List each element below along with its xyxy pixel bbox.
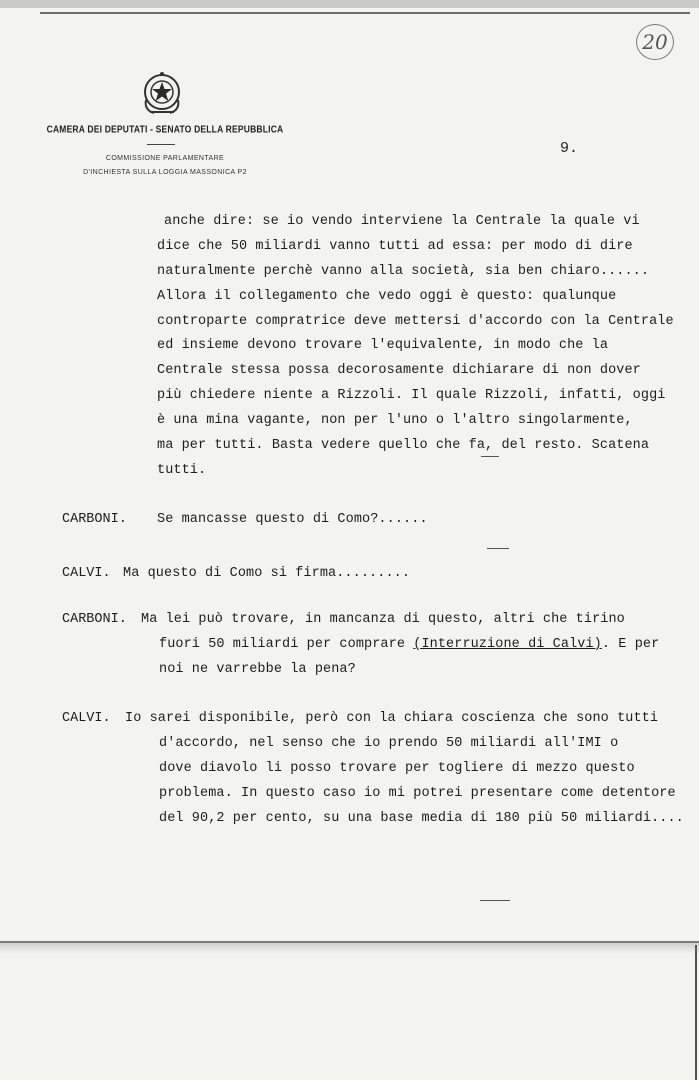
- scan-top-edge: [0, 0, 699, 8]
- speech-text: fuori 50 miliardi per comprare: [159, 637, 414, 652]
- paragraph-line: controparte compratrice deve mettersi d'accordo con la Centrale: [157, 314, 674, 329]
- paragraph-line: più chiedere niente a Rizzoli. Il quale Rizzoli, infatti, oggi: [157, 388, 666, 403]
- handwritten-page-circle: [636, 24, 674, 60]
- speech-text: . E per: [601, 637, 660, 652]
- speech-line: dove diavolo li posso trovare per togliere di mezzo questo: [159, 761, 635, 776]
- handwritten-page-number: 20: [642, 30, 668, 54]
- speaker-calvi: CALVI.: [62, 566, 111, 581]
- speech-line: del 90,2 per cento, su una base media di 180 più 50 miliardi....: [159, 811, 684, 826]
- commission-header: [40, 152, 290, 180]
- speech-line: Ma lei può trovare, in mancanza di questo, altri che tirino: [141, 612, 625, 627]
- scan-right-edge: [695, 945, 697, 1080]
- speech-line: noi ne varrebbe la pena?: [159, 662, 356, 677]
- paragraph-line: tutti.: [157, 463, 207, 478]
- institution-header: CAMERA DEI DEPUTATI - SENATO DELLA REPUBBLICA: [46, 123, 284, 135]
- italian-republic-emblem-icon: [140, 70, 184, 116]
- paragraph-line: ed insieme devono trovare l'equivalente, in modo che la: [157, 338, 609, 353]
- interruption-note: (Interruzione di Calvi): [413, 637, 602, 652]
- paragraph-line: dice che 50 miliardi vanno tutti ad essa: per modo di dire: [157, 239, 633, 254]
- speech-line: [159, 637, 659, 652]
- header-divider: [147, 144, 175, 145]
- paragraph-line: Allora il collegamento che vedo oggi è questo: qualunque: [157, 289, 617, 304]
- typed-page-number: 9.: [560, 140, 579, 157]
- scan-top-rule: [40, 12, 690, 14]
- speech-line: d'accordo, nel senso che io prendo 50 miliardi all'IMI o: [159, 736, 619, 751]
- speaker-carboni: CARBONI.: [62, 612, 127, 627]
- commission-line-1: COMMISSIONE PARLAMENTARE: [105, 155, 225, 162]
- paragraph-line: Centrale stessa possa decorosamente dichiarare di non dover: [157, 363, 641, 378]
- paragraph-line: ma per tutti. Basta vedere quello che fa, del resto. Scatena: [157, 438, 650, 453]
- speech-line: problema. In questo caso io mi potrei presentare come detentore: [159, 786, 676, 801]
- scan-mark: [487, 548, 509, 549]
- speech-line: Io sarei disponibile, però con la chiara coscienza che sono tutti: [125, 711, 659, 726]
- paragraph-line: naturalmente perchè vanno alla società, sia ben chiaro......: [157, 264, 650, 279]
- speech-line: Se mancasse questo di Como?......: [157, 512, 428, 527]
- scan-mark: [481, 456, 499, 457]
- paragraph-line: è una mina vagante, non per l'uno o l'altro singolarmente,: [157, 413, 633, 428]
- scan-fold-shade: [0, 943, 699, 953]
- speaker-carboni: CARBONI.: [62, 512, 127, 527]
- paragraph-line: anche dire: se io vendo interviene la Centrale la quale vi: [164, 214, 640, 229]
- scan-mark: [480, 900, 510, 901]
- commission-line-2: D'INCHIESTA SULLA LOGGIA MASSONICA P2: [83, 169, 247, 176]
- speech-line: Ma questo di Como si firma.........: [123, 566, 411, 581]
- speaker-calvi: CALVI.: [62, 711, 111, 726]
